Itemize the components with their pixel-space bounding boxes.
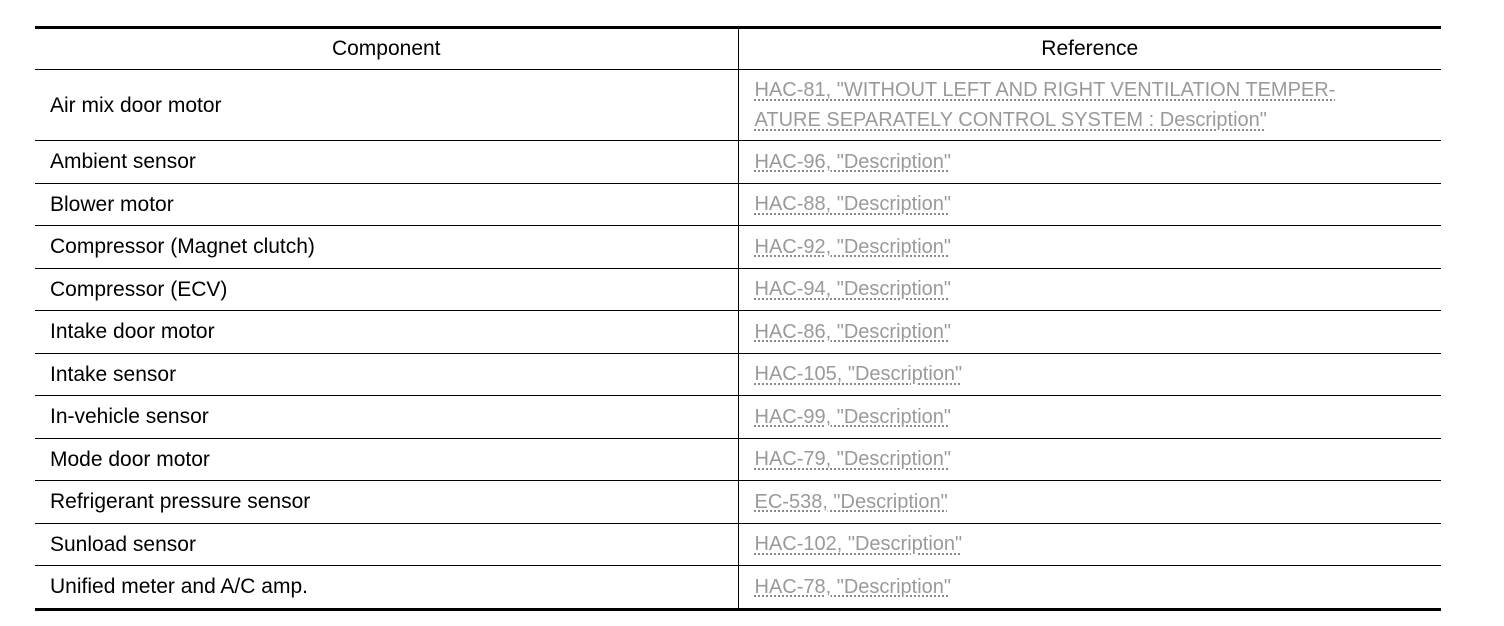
component-cell: Blower motor	[35, 183, 738, 226]
reference-cell	[738, 268, 1441, 311]
component-cell: Mode door motor	[35, 438, 738, 481]
reference-link[interactable]: HAC-86, "Description"	[754, 320, 951, 343]
reference-link[interactable]: HAC-81, "WITHOUT LEFT AND RIGHT VENTILATION TEMPER-	[754, 79, 1336, 101]
component-cell: Refrigerant pressure sensor	[35, 481, 738, 524]
reference-cell	[738, 438, 1441, 481]
component-reference-table	[35, 26, 1441, 611]
reference-cell	[738, 523, 1441, 566]
table-row	[35, 268, 1441, 311]
reference-cell	[738, 70, 1441, 141]
reference-cell	[738, 481, 1441, 524]
header-component: Component	[35, 28, 738, 70]
reference-cell	[738, 141, 1441, 184]
component-cell: Air mix door motor	[35, 70, 738, 141]
reference-link[interactable]: HAC-105, "Description"	[754, 363, 963, 386]
component-cell: Intake sensor	[35, 353, 738, 396]
header-reference: Reference	[738, 28, 1441, 70]
component-cell: Sunload sensor	[35, 523, 738, 566]
table-row	[35, 141, 1441, 184]
component-cell: Unified meter and A/C amp.	[50, 575, 308, 599]
table-row	[35, 226, 1441, 269]
table-row	[35, 438, 1441, 481]
reference-link[interactable]: ATURE SEPARATELY CONTROL SYSTEM : Description"	[754, 109, 1267, 131]
reference-link[interactable]: HAC-92, "Description"	[754, 235, 951, 258]
reference-cell	[738, 183, 1441, 226]
table-row	[35, 566, 1441, 610]
reference-cell	[738, 396, 1441, 439]
reference-cell	[738, 311, 1441, 354]
reference-link[interactable]: HAC-94, "Description"	[754, 278, 951, 301]
table-row	[35, 70, 1441, 141]
reference-cell	[738, 566, 1441, 610]
component-cell: Compressor (Magnet clutch)	[35, 226, 738, 269]
component-cell: Intake door motor	[35, 311, 738, 354]
table-row	[35, 481, 1441, 524]
table-row	[35, 353, 1441, 396]
table-row	[35, 396, 1441, 439]
reference-link[interactable]: HAC-96, "Description"	[754, 150, 951, 173]
component-cell: Compressor (ECV)	[35, 268, 738, 311]
table-row	[35, 523, 1441, 566]
reference-link[interactable]: HAC-79, "Description"	[754, 448, 951, 471]
header-row	[35, 28, 1441, 70]
reference-link[interactable]: HAC-88, "Description"	[754, 193, 951, 216]
table-row	[35, 183, 1441, 226]
reference-link[interactable]: HAC-102, "Description"	[754, 533, 963, 556]
reference-link[interactable]: HAC-99, "Description"	[754, 405, 951, 428]
reference-cell	[738, 226, 1441, 269]
reference-link[interactable]: EC-538, "Description"	[754, 490, 948, 513]
reference-cell	[738, 353, 1441, 396]
component-cell: Ambient sensor	[35, 141, 738, 184]
reference-link[interactable]: HAC-78, "Description"	[754, 575, 951, 598]
table-row	[35, 311, 1441, 354]
component-cell: In-vehicle sensor	[35, 396, 738, 439]
